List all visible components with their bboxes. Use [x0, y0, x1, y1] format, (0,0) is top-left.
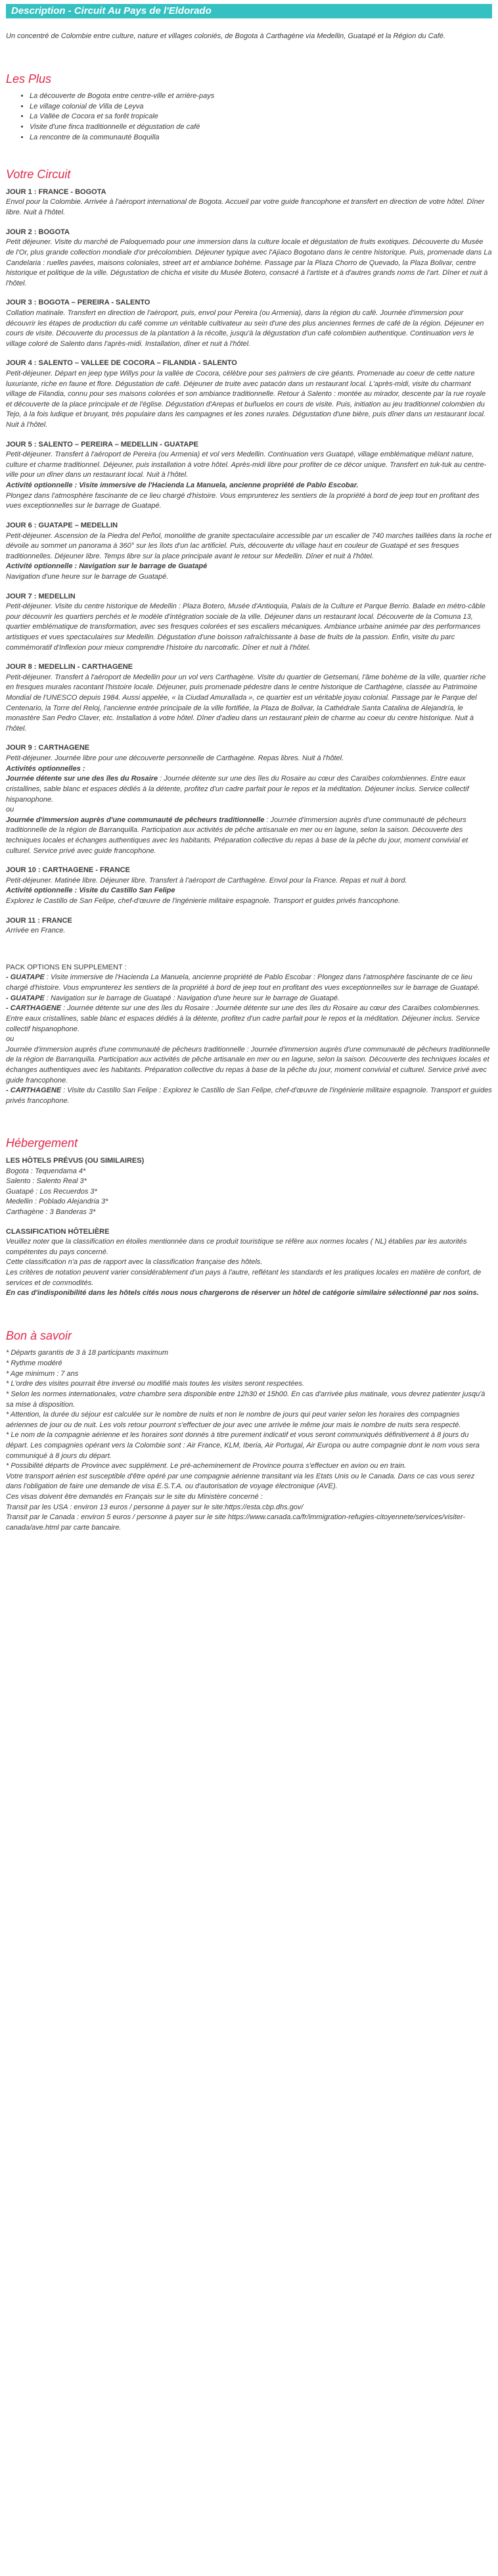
optional-activity-text: Explorez le Castillo de San Felipe, chef-d'œuvre de l'ingénierie militaire espagnole. Transport et guides privés francophone. [6, 897, 401, 906]
pack-item-label: - GUATAPE [6, 973, 45, 982]
pack-item [6, 1086, 492, 1106]
day-block [6, 298, 492, 349]
hotels-list [6, 1167, 492, 1218]
optional-activity-label: Journée d'immersion auprès d'une communauté de pêcheurs traditionnelle [6, 815, 265, 824]
optional-activity-label: Activité optionnelle : Navigation sur le barrage de Guatapé [6, 562, 208, 571]
pack-item-label: - CARTHAGENE [6, 1004, 62, 1013]
optional-activity-text: Navigation d'une heure sur le barrage de Guatapé. [6, 572, 169, 581]
day-block [6, 228, 492, 289]
day-title: JOUR 6 : GUATAPE – MEDELLIN [6, 521, 118, 529]
list-item: * Départs garantis de 3 à 18 participants maximum [6, 1349, 169, 1357]
bon-a-savoir-list [6, 1348, 492, 1533]
day-body: Envol pour la Colombie. Arrivée à l'aéroport international de Bogota. Accueil par votre guide francophone et transfert en direction de votre hôtel. Dîner libre. Nuit à l'hôtel. [6, 198, 485, 217]
list-item: * Possibilité départs de Province avec supplément. Le pré-acheminement de Province pourra s'effectuer en avion ou en train. [6, 1462, 407, 1470]
day-block [6, 662, 492, 734]
section-heading-circuit: Votre Circuit [6, 168, 71, 182]
optional-activities-heading: Activités optionnelles : [6, 764, 85, 773]
day-title: JOUR 4 : SALENTO – VALLEE DE COCORA – FILANDIA - SALENTO [6, 359, 237, 368]
list-item: • La Vallée de Cocora et sa forêt tropicale [30, 112, 492, 122]
list-item: Guatapé : Los Recuerdos 3* [6, 1187, 97, 1196]
classification-note: En cas d'indisponibilité dans les hôtels cités nous nous chargerons de réserver un hôtel de catégorie similaire sélectionné par nos soins. [6, 1289, 479, 1298]
pack-item-text: : Navigation sur le barrage de Guatapé : Navigation d'une heure sur le barrage de Guatapé. [44, 994, 340, 1002]
day-body: Petit-déjeuner. Visite du centre historique de Medellin : Plaza Botero, Musée d'Antioquia, Palais de la Culture et Parque Berrio. Balade en métro-câble pour découvrir les quartiers perchés et le modèle d'intégration sociale de la ville. Déjeuner dans un restaurant local. Découverte de la Comuna 13, quartier emblématique de transformation, avec ses fresques colorées et ses escaliers mécaniques. Ambiance urbaine animée par des performances artistiques et vues spectaculaires sur Medellin. Dégustation d'une boisson rafraîchissante à base de fruits de la passion. Enfin, visite du parc commémoratif d'Inflexion pour mieux comprendre l'histoire du narcotrafic. Dîner et nuit à l'hôtel. [6, 602, 486, 652]
list-item: * Attention, la durée du séjour est calculée sur le nombre de nuits et non le nombre de jours qui peut varier selon les horaires des compagnies aériennes de jour ou de nuit. Les vols retour pourront s'effectuer de jour avec une arrivée le même jour mais le nombre de nuits sera respecté. [6, 1411, 461, 1429]
list-item: Medellin : Poblado Alejandria 3* [6, 1198, 108, 1206]
day-block [6, 521, 492, 583]
optional-activity-text: Plongez dans l'atmosphère fascinante de ce lieu chargé d'histoire. Vous emprunterez les sentiers de la propriété à bord de jeep tout en profitant des vues exceptionnelles sur le barrage de Guatapé. [6, 491, 480, 510]
or-text: ou [6, 806, 14, 814]
day-body: Petit-déjeuner. Journée libre pour une découverte personnelle de Carthagène. Repas libres. Nuit à l'hôtel. [6, 754, 344, 763]
pack-item-text: : Visite du Castillo San Felipe : Explorez le Castillo de San Felipe, chef-d'œuvre de l'ingénierie militaire espagnole. Transport et guides privés francophone. [6, 1086, 492, 1105]
list-item: * Le nom de la compagnie aérienne et les horaires sont donnés à titre purement indicatif et vous seront communiqués définitivement à 8 jours du départ. Les compagnies opérant vers la Colombie sont : Air France, KLM, Iberia, Air Portugal, Air Europa ou autre compagnie dont le nom vous sera communiqué à 8 jours du départ. [6, 1431, 480, 1460]
classification-text: Cette classification n'a pas de rapport avec la classification française des hôtels. [6, 1258, 263, 1267]
day-body: Petit-déjeuner. Transfert à l'aéroport de Pereira (ou Armenia) et vol vers Medellin. Continuation vers Guatapé, village emblématique mêlant nature, culture et charme traditionnel. Déjeuner, puis installation à votre hôtel. Après-midi libre pour profiter de ce décor unique. Transfert en tuk-tuk au centre-ville pour un dîner dans un restaurant local. Nuit à l'hôtel. [6, 450, 487, 479]
classification-text: Les critères de notation peuvent varier considérablement d'un pays à l'autre, reflétant les standards et les pratiques locales en matière de confort, de services et de commodités. [6, 1269, 482, 1287]
intro-text: Un concentré de Colombie entre culture, nature et villages coloniés, de Bogota à Carthagène via Medellin, Guatapé et la Région du Café. [6, 32, 445, 40]
day-block [6, 743, 492, 856]
section-heading-plus: Les Plus [6, 72, 52, 85]
day-body: Collation matinale. Transfert en direction de l'aéroport, puis, envol pour Pereira (ou Armenia), dans la région du café. Journée d'immersion pour découvrir les étapes de production du café comme un véritable cultivateur au sein d'une des plus anciennes fermes de café de la région. Déjeuner en cours de visite. Découverte du processus de la plantation à la récolte, jusqu'à la dégustation d'un café colombien authentique. Continuation vers le village coloré de Salento dans l'après-midi. Installation, dîner et nuit à l'hôtel. [6, 308, 484, 348]
list-item: • La rencontre de la communauté Boquilla [30, 133, 492, 143]
pack-item: Journée d'immersion auprès d'une communauté de pêcheurs traditionnelle : Journée d'immersion auprès d'une communauté de pêcheurs traditionnelle de la région de Barranquilla. Participation aux activités de pêche artisanale en mer ou en lagune, selon la saison. Découverte des techniques locales et échanges authentiques avec les habitants. Préparation collective du repas à base de la pêche du jour, moment convivial et culturel. Service privé avec guide francophone. [6, 1045, 490, 1084]
day-body: Arrivée en France. [6, 927, 66, 935]
section-heading-hebergement: Hébergement [6, 1136, 78, 1150]
page-title: Description - Circuit Au Pays de l'Eldorado [11, 5, 212, 16]
day-title: JOUR 9 : CARTHAGENE [6, 744, 90, 752]
day-body: Petit-déjeuner. Transfert à l'aéroport de Medellin pour un vol vers Carthagène. Visite du quartier de Getsemani, l'âme bohème de la ville, quartier riche en fresques murales racontant l'histoire locale. Déjeuner, puis promenade pédestre dans le centre historique de Carthagène, classée au Patrimoine Mondial de l'UNESCO depuis 1984. Aussi appelée, « la Ciudad Amurallada », ce quartier est un véritable joyau colonial. Passage par le Parque del Centenario, la Torre del Reloj, l'ancienne entrée principale de la ville fortifiée, la Plaza de Bolivar, la Cathédrale Santa Catalina de Alejandría, le monastère San Pedro Claver, etc. Installation à votre hôtel. Dîner d'adieu dans un restaurant plein de charme au coeur du centre historique. Nuit à l'hôtel. [6, 673, 486, 733]
day-block [6, 187, 492, 218]
optional-activity-text [6, 815, 492, 856]
list-item: • Visite d'une finca traditionnelle et dégustation de café [30, 122, 492, 133]
optional-activity-desc: : Journée d'immersion auprès d'une communauté de pêcheurs traditionnelle de la région de Barranquilla. Participation aux activités de pêche artisanale en mer ou en lagune, selon la saison. Découverte des techniques locales et échanges authentiques avec les habitants. Préparation collective du repas à base de la pêche du jour, moment convivial et culturel. Service privé avec guide francophone. [6, 815, 468, 855]
optional-activity-text [6, 774, 492, 805]
pack-item [6, 1004, 492, 1034]
list-item: Carthagène : 3 Banderas 3* [6, 1208, 96, 1217]
day-body: Petit-déjeuner. Ascension de la Piedra del Peñol, monolithe de granite spectaculaire accessible par un escalier de 740 marches taillées dans la roche et dévoile au sommet un panorama à 360° sur les îlots d'un lac artificiel. Puis, découverte du village haut en couleur de Guatapé et ses fresques traditionnelles. Déjeuner libre. Temps libre sur la place principale avant le retour sur Medellin. Dîner et nuit à l'hôtel. [6, 531, 492, 560]
day-body: Petit déjeuner. Visite du marché de Paloquemado pour une immersion dans la culture locale et dégustation de fruits exotiques. Découverte du Musée de l'Or, plus grande collection mondiale d'or précolombien. Déjeuner typique avec l'Ajiaco Bogotano dans le centre historique. Puis, promenade dans La Candelaria : ruelles pavées, maisons coloniales, street art et ambiance bohème. Passage par la Plaza Chorro de Quevado, la Plaza Bolivar, centre historique et politique de la ville. Dégustation de chicha et visite du Musée Botero, consacré à l'artiste et à d'autres grands noms de l'art. Dîner et nuit à l'hôtel. [6, 238, 492, 287]
classification-text: Veuillez noter que la classification en étoiles mentionnée dans ce produit touristique se réfère aux normes locales ( NL) établies par les autorités compétentes du pays concerné. [6, 1238, 467, 1256]
pack-item-text: : Visite immersive de l'Hacienda La Manuela, ancienne propriété de Pablo Escobar : Plongez dans l'atmosphère fascinante de ce lieu chargé d'histoire. Vous emprunterez les sentiers de la propriété à bord de jeep tout en profitant des vues exceptionnelles sur le barrage de Guatapé. [6, 973, 480, 992]
hotels-title: LES HÔTELS PRÉVUS (OU SIMILAIRES) [6, 1156, 145, 1165]
list-item: Votre transport aérien est susceptible d'être opéré par une compagnie aérienne transitant via les Etats Unis ou le Canada. Dans ce cas vous serez dans l'obligation de faire une demande de visa E.S.T.A. ou d'autorisation de voyage électronique (AVE). [6, 1472, 475, 1491]
day-block [6, 592, 492, 654]
day-title: JOUR 11 : FRANCE [6, 916, 72, 925]
day-body: Petit-déjeuner. Départ en jeep type Willys pour la vallée de Cocora, célèbre pour ses palmiers de cire géants. Promenade au coeur de cette nature luxuriante, riche en faune et flore. Dégustation de café. Déjeuner de truite avec patacón dans un restaurant local. L'après-midi, visite du charmant village de Filandia, connu pour ses maisons colorées et son ambiance traditionnelle. Retour à Salento : montée au mirador, descente par la rue royale et découverte de la place principale et de l'église. Dégustation d'Arepas et buñuelos en cours de visite. Puis, initiation au jeu traditionnel colombien du Tejo, à la fois ludique et bruyant, très populaire dans les campagnes et les zones rurales. Dégustation d'une bière, puis dîner dans un restaurant local. Nuit à l'hôtel. [6, 369, 486, 429]
optional-activity-label: Activité optionnelle : Visite du Castillo San Felipe [6, 887, 175, 895]
plus-list [6, 91, 492, 143]
list-item: Ces visas doivent être demandés en Français sur le site du Ministère concerné : [6, 1493, 263, 1501]
day-title: JOUR 3 : BOGOTA – PEREIRA - SALENTO [6, 299, 150, 307]
day-block [6, 916, 492, 936]
day-title: JOUR 5 : SALENTO – PEREIRA – MEDELLIN - GUATAPE [6, 440, 198, 449]
list-item: • Le village colonial de Villa de Leyva [30, 102, 492, 112]
list-item: Bogota : Tequendama 4* [6, 1167, 86, 1175]
day-title: JOUR 1 : FRANCE - BOGOTA [6, 187, 106, 196]
list-item: * L'ordre des visites pourrait être inversé ou modifié mais toutes les visites seront respectées. [6, 1380, 304, 1388]
optional-activity-desc: : Journée détente sur une des îles du Rosaire au cœur des Caraïbes colombiennes. Entre eaux cristallines, sable blanc et espaces dédiés à la détente, profitez d'un cadre parfait pour le repos et la méditation. Déjeuner inclus. Service collectif hispanophone. [6, 775, 469, 804]
pack-item [6, 994, 492, 1004]
or-text: ou [6, 1035, 14, 1044]
list-item: Transit par le Canada : environ 5 euros / personne à payer sur le site https://www.canada.ca/fr/immigration-refugies-citoyennete/services/visiter-canada/ave.html par carte bancaire. [6, 1513, 466, 1532]
list-item: • La découverte de Bogota entre centre-ville et arrière-pays [30, 91, 492, 102]
day-title: JOUR 7 : MEDELLIN [6, 592, 76, 600]
pack-heading: PACK OPTIONS EN SUPPLEMENT : [6, 963, 127, 971]
day-block [6, 358, 492, 430]
optional-activity-label: Journée détente sur une des îles du Rosaire [6, 775, 158, 783]
list-item: * Age minimum : 7 ans [6, 1369, 79, 1378]
page [0, 4, 498, 1533]
page-title-banner [6, 4, 492, 18]
day-block [6, 440, 492, 512]
day-block [6, 865, 492, 906]
list-item: * Rythme modéré [6, 1359, 62, 1368]
pack-item-label: - GUATAPE [6, 994, 45, 1002]
list-item: * Selon les normes internationales, votre chambre sera disponible entre 12h30 et 15h00. En cas d'arrivée plus matinale, vous devrez patienter jusqu'à sa mise à disposition. [6, 1390, 486, 1409]
day-body: Petit-déjeuner. Matinée libre. Déjeuner libre. Transfert à l'aéroport de Carthagène. Envol pour la France. Repas et nuit à bord. [6, 876, 407, 885]
classification-title: CLASSIFICATION HÔTELIÈRE [6, 1227, 110, 1236]
day-title: JOUR 2 : BOGOTA [6, 228, 70, 236]
pack-item-label: - CARTHAGENE [6, 1086, 62, 1095]
optional-activity-label: Activité optionnelle : Visite immersive de l'Hacienda La Manuela, ancienne propriété de Pablo Escobar. [6, 481, 359, 490]
list-item: Salento : Salento Real 3* [6, 1177, 87, 1186]
section-heading-bon-a-savoir: Bon à savoir [6, 1328, 72, 1342]
pack-item-text: : Journée détente sur une des îles du Rosaire : Journée détente sur une des îles du Rosaire au cœur des Caraïbes colombiennes. Entre eaux cristallines, sable blanc et espaces dédiés à la détente, profitez d'un cadre parfait pour le repos et la méditation. Déjeuner inclus. Service collectif hispanophone. [6, 1004, 480, 1033]
day-title: JOUR 8 : MEDELLIN - CARTHAGENE [6, 663, 133, 671]
day-title: JOUR 10 : CARTHAGENE - FRANCE [6, 866, 130, 875]
list-item: Transit par les USA : environ 13 euros / personne à payer sur le site:https://esta.cbp.dhs.gov/ [6, 1503, 304, 1511]
pack-item [6, 973, 492, 993]
